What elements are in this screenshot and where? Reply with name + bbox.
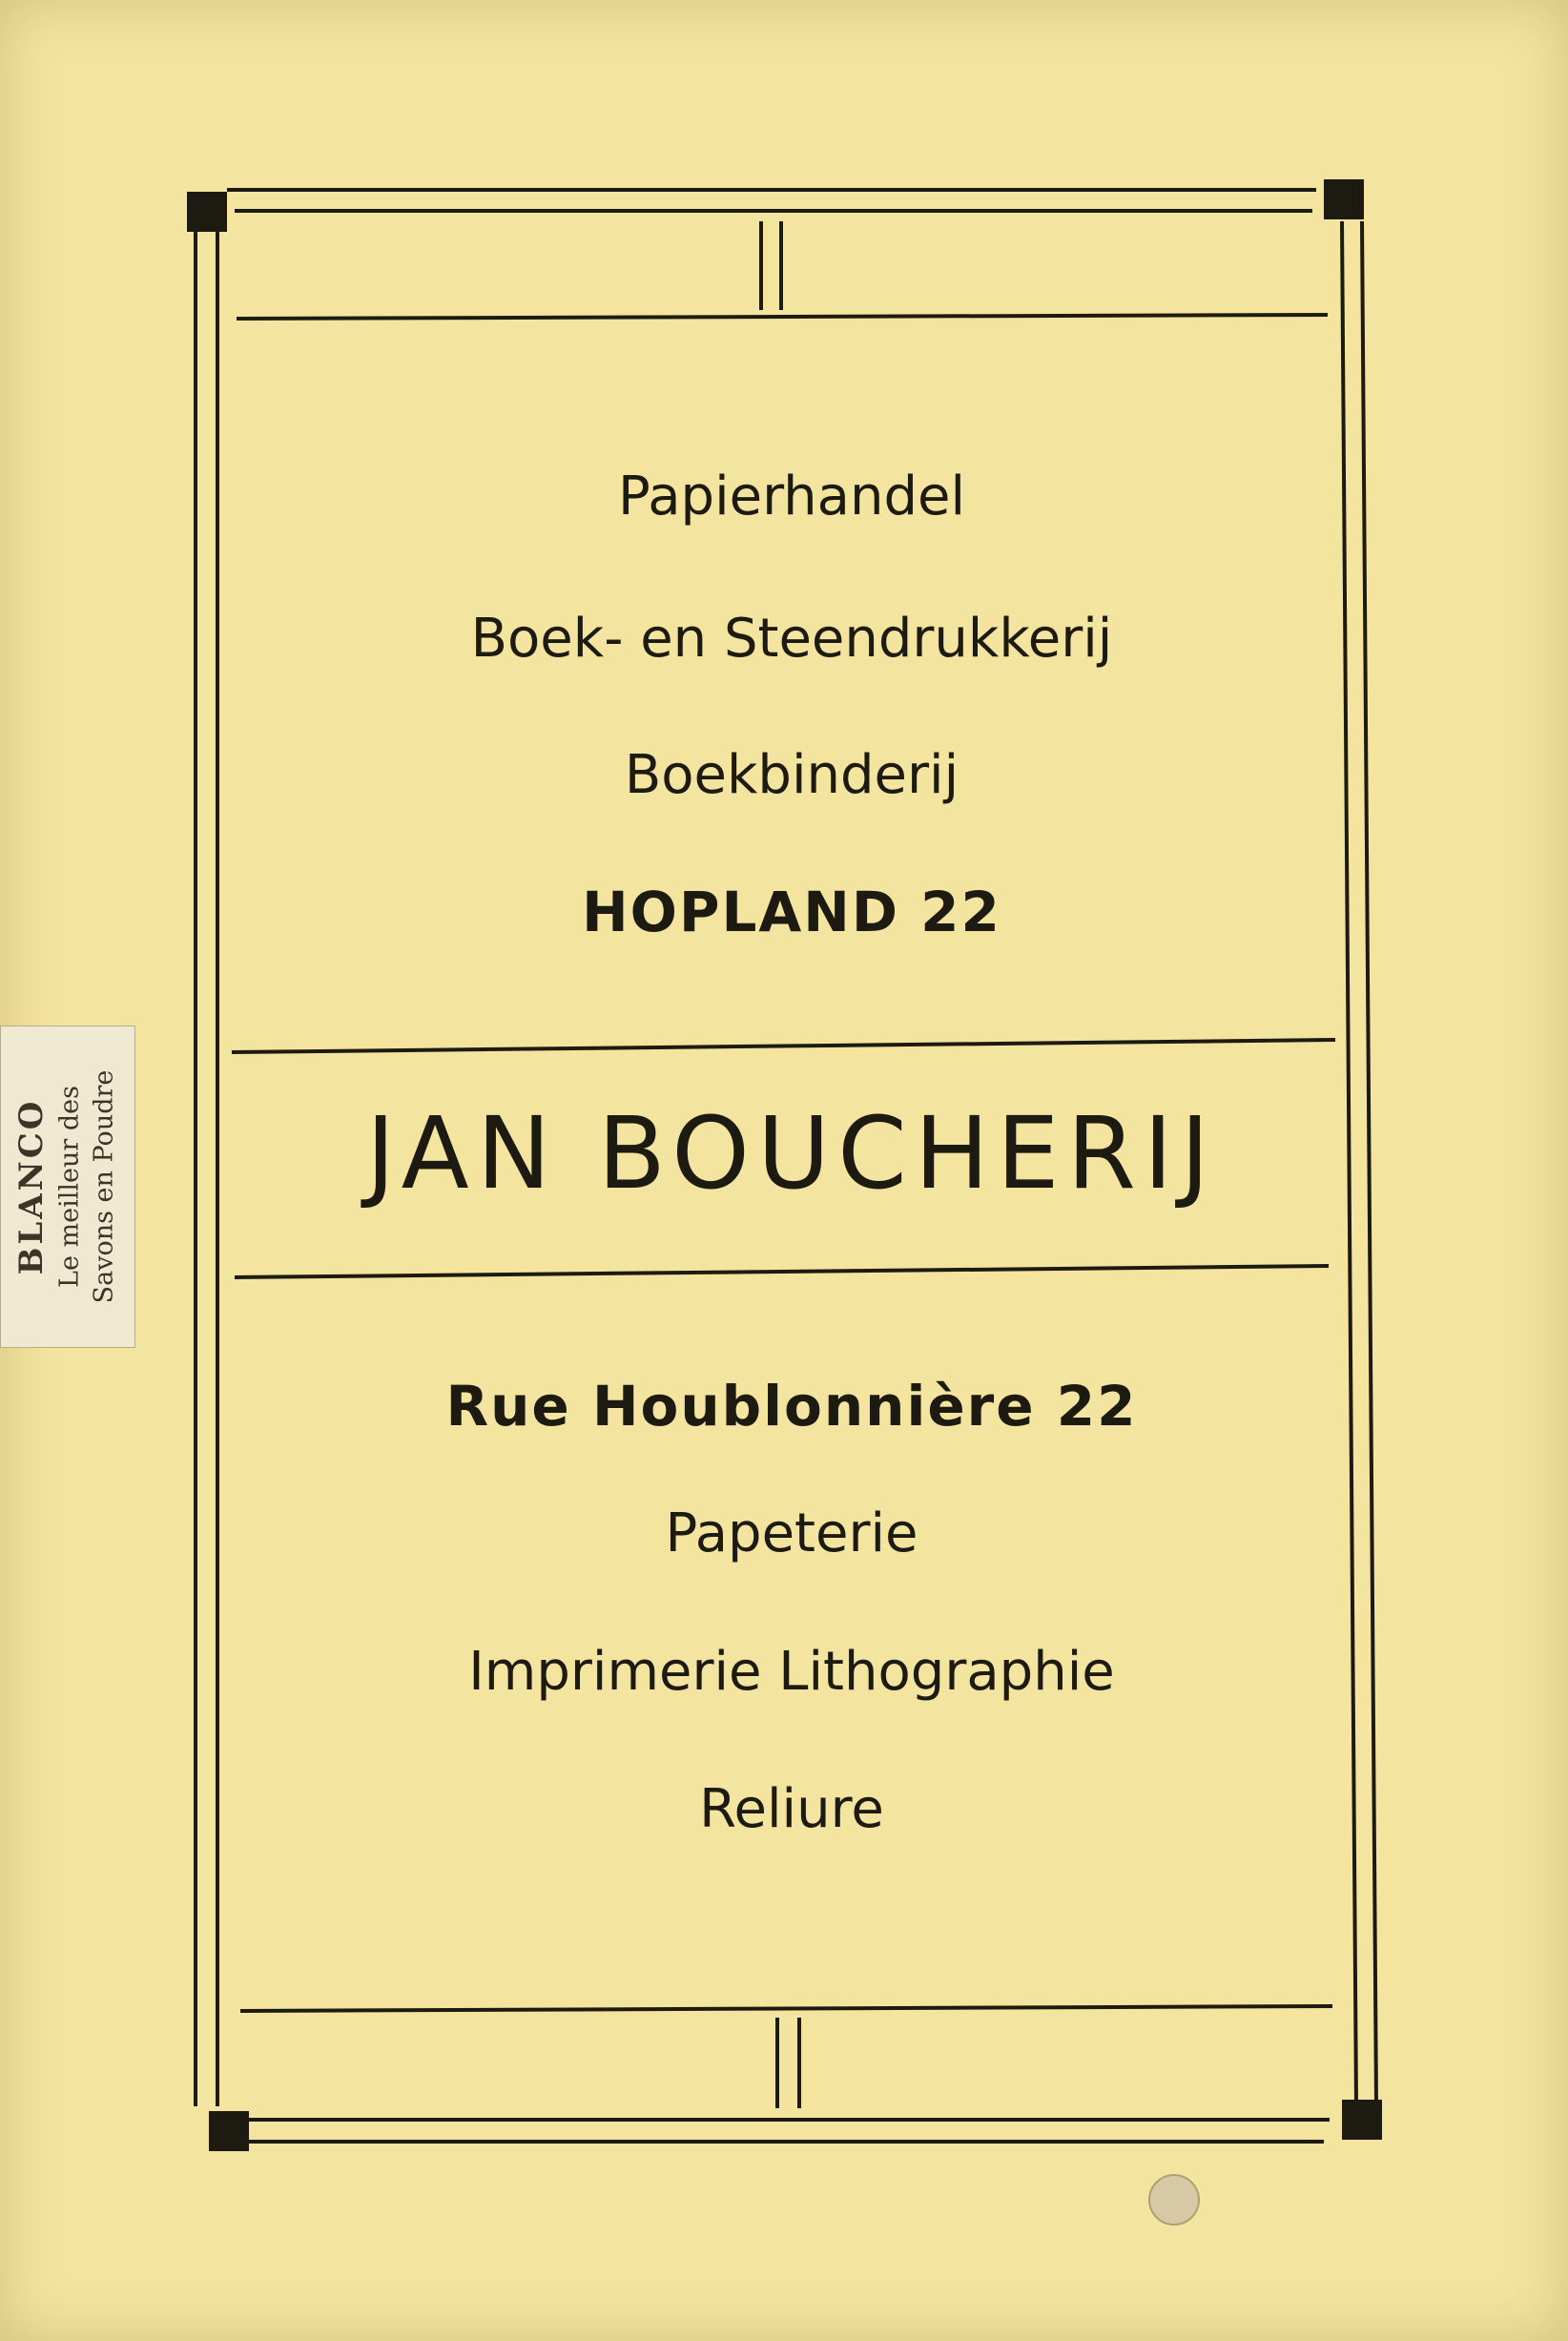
top-address: HOPLAND 22 xyxy=(582,880,1001,944)
label-line-1: Le meilleur des xyxy=(54,1086,85,1288)
bottom-line-reliure: Reliure xyxy=(699,1778,884,1840)
business-name: JAN BOUCHERIJ xyxy=(365,1095,1218,1212)
top-line-boek-steendrukkerij: Boek- en Steendrukkerij xyxy=(470,608,1113,670)
label-brand: BLANCO xyxy=(12,1098,51,1275)
label-line-2: Savons en Poudre xyxy=(89,1069,119,1304)
bottom-line-imprimerie: Imprimerie Lithographie xyxy=(468,1641,1115,1703)
top-line-papierhandel: Papierhandel xyxy=(617,466,966,528)
punch-hole xyxy=(1148,2174,1200,2226)
pasted-advertising-label xyxy=(0,1025,135,1348)
top-line-boekbinderij: Boekbinderij xyxy=(624,744,959,806)
bottom-address: Rue Houblonnière 22 xyxy=(445,1374,1138,1439)
bottom-line-papeterie: Papeterie xyxy=(665,1502,918,1564)
